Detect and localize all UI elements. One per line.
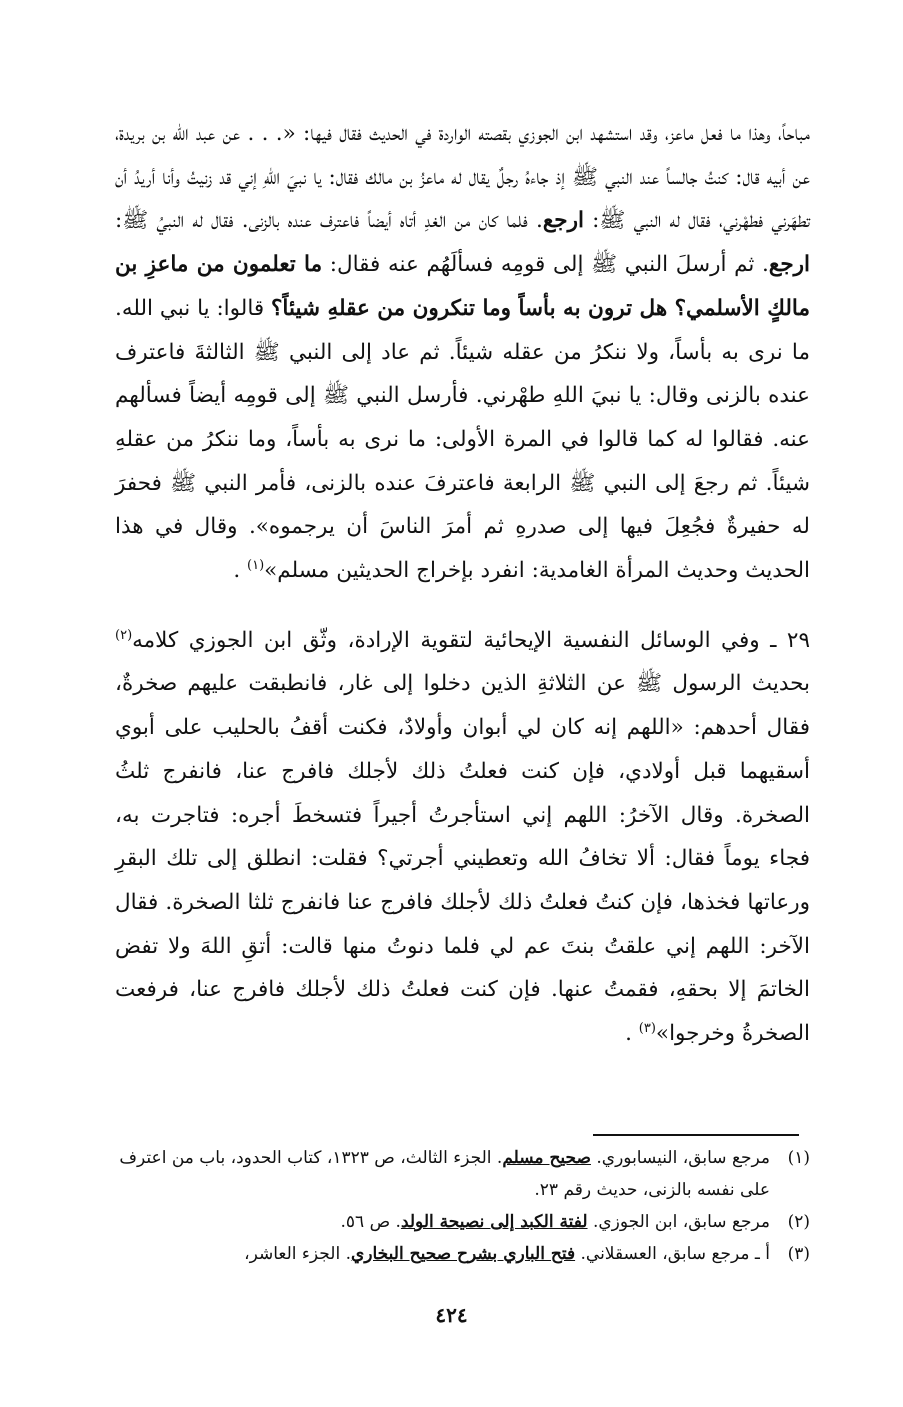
- footnotes-section: [115, 1142, 810, 1270]
- footnote-1: [115, 1142, 810, 1206]
- paragraph-1-bold-3: ما تعلمون من ماعزِ بن مالكٍ الأسلمي؟ هل ترون به بأساً وما تنكرون من عقلهِ شيئاً؟: [115, 252, 811, 321]
- footnote-1-body: [115, 1142, 770, 1206]
- footnote-2-post: . ص ٥٦.: [340, 1212, 401, 1232]
- paragraph-1-bold-1: ارجع: [542, 208, 584, 234]
- paragraph-maiz-hadith: [115, 112, 810, 593]
- footnote-3-post: . الجزء العاشر،: [244, 1244, 351, 1264]
- paragraph-1-text-1: مباحاً، وهذا ما فعل ماعز، وقد استشهد ابن الجوزي بقصته الواردة في الحديث فقال فيها: «. . . عن عبد الله بن بريدة، عن أبيه قال: كنتُ جالساً عند النبي ﷺ إذ جاءهُ رجلٌ يقال له ماعزُ بن مالك فقال: يا نبيَ اللهِ إني قد زنيتُ وأنا أريدُ أن تطهَرني فطهْرني، فقال له النبي ﷺ:: [115, 121, 810, 234]
- page-number: ٤٢٤: [435, 1303, 468, 1327]
- paragraph-1-end: .: [233, 558, 241, 584]
- paragraph-2-text-1: ٢٩ ـ وفي الوسائل النفسية الإيحائية لتقوية الإرادة، وثّق ابن الجوزي كلامه: [132, 627, 810, 653]
- footnote-divider: [593, 1134, 799, 1136]
- footnote-2: [115, 1206, 810, 1238]
- footnote-ref-3[interactable]: (٣): [638, 1020, 656, 1036]
- paragraph-1-bold-2: ارجع: [768, 252, 810, 278]
- paragraph-1-text-3: . ثم أرسلَ النبي ﷺ إلى قومِه فسألَهُم عنه فقال:: [329, 252, 769, 278]
- footnote-2-book-title: لفتة الكبد إلى نصيحة الولد: [400, 1212, 588, 1232]
- paragraph-1-text-4: قالوا: يا نبي الله. ما نرى به بأساً، ولا ننكرُ من عقله شيئاً. ثم عاد إلى النبي ﷺ الثالثةَ فاعترف عنده بالزنى وقال: يا نبيَ اللهِ طهْرني. فأرسل النبي ﷺ إلى قومِه أيضاً فسألهم عنه. فقالوا له كما قالوا في المرة الأولى: ما نرى به بأساً، وما ننكرُ من عقلهِ شيئاً. ثم رجعَ إلى النبي ﷺ الرابعة فاعترفَ عنده بالزنى، فأمر النبي ﷺ فحفرَ له حفيرةٌ فجُعِلَ فيها إلى صدرهِ ثم أمرَ الناسَ أن يرجموه». وقال في هذا الحديث وحديث المرأة الغامدية: انفرد بإخراج الحديثين مسلم»: [115, 295, 810, 584]
- footnote-2-pre: مرجع سابق، ابن الجوزي.: [592, 1212, 770, 1232]
- footnote-2-number: (٢): [787, 1212, 810, 1232]
- footnote-3-book-title: فتح الباري بشرح صحيح البخاري: [350, 1244, 576, 1264]
- footnote-1-post: . الجزء الثالث، ص ١٣٢٣، كتاب الحدود، باب من اعترف على نفسه بالزنى، حديث رقم ٢٣.: [119, 1148, 770, 1200]
- paragraph-2-end: .: [625, 1021, 632, 1047]
- paragraph-cave-hadith: [115, 619, 810, 1056]
- footnote-1-number: (١): [787, 1148, 810, 1168]
- paragraph-2-text-2: بحديث الرسول ﷺ عن الثلاثةِ الذين دخلوا إلى غار، فانطبقت عليهم صخرةٌ، فقال أحدهم: «اللهم إنه كان لي أبوان وأولادٌ، فكنت أقفُ بالحليب على أبوي أسقيهما قبل أولادي، فإن كنت فعلتُ ذلك لأجلك فافرج عنا، فانفرج ثلثُ الصخرة. وقال الآخرُ: اللهم إني استأجرتُ أجيراً فتسخطَ أجره: فتاجرت به، فجاء يوماً فقال: ألا تخافُ الله وتعطيني أجرتي؟ فقلت: انطلق إلى تلك البقرِ ورعاتها فخذها، فإن كنتُ فعلتُ ذلك لأجلك فافرج عنا فانفرج ثلثا الصخرة. فقال الآخر: اللهم إني علقتُ بنتَ عم لي فلما دنوتُ منها قالت: أتقِ اللهَ ولا تفض الخاتمَ إلا بحقهِ، فقمتُ عنها. فإن كنت فعلتُ ذلك لأجلك فافرج عنا، فرفعت الصخرةُ وخرجوا»: [115, 671, 810, 1047]
- footnote-ref-1[interactable]: (١): [247, 557, 265, 573]
- footnote-3-number: (٣): [787, 1244, 810, 1264]
- footnote-3-body: [115, 1238, 770, 1270]
- paragraph-1-text-2: . فلما كان من الغدِ أتاه أيضاً فاعترف عنده بالزنى. فقال له النبيُ ﷺ:: [115, 208, 543, 234]
- footnote-3-pre: أ ـ مرجع سابق، العسقلاني.: [580, 1244, 770, 1264]
- footnote-3: [115, 1238, 810, 1270]
- footnote-2-body: [115, 1206, 770, 1238]
- footnote-ref-2[interactable]: (٢): [115, 627, 133, 643]
- footnote-1-pre: مرجع سابق، النيسابوري.: [596, 1148, 770, 1168]
- main-text: [115, 112, 810, 1056]
- footnote-1-book-title: صحيح مسلم: [502, 1148, 591, 1168]
